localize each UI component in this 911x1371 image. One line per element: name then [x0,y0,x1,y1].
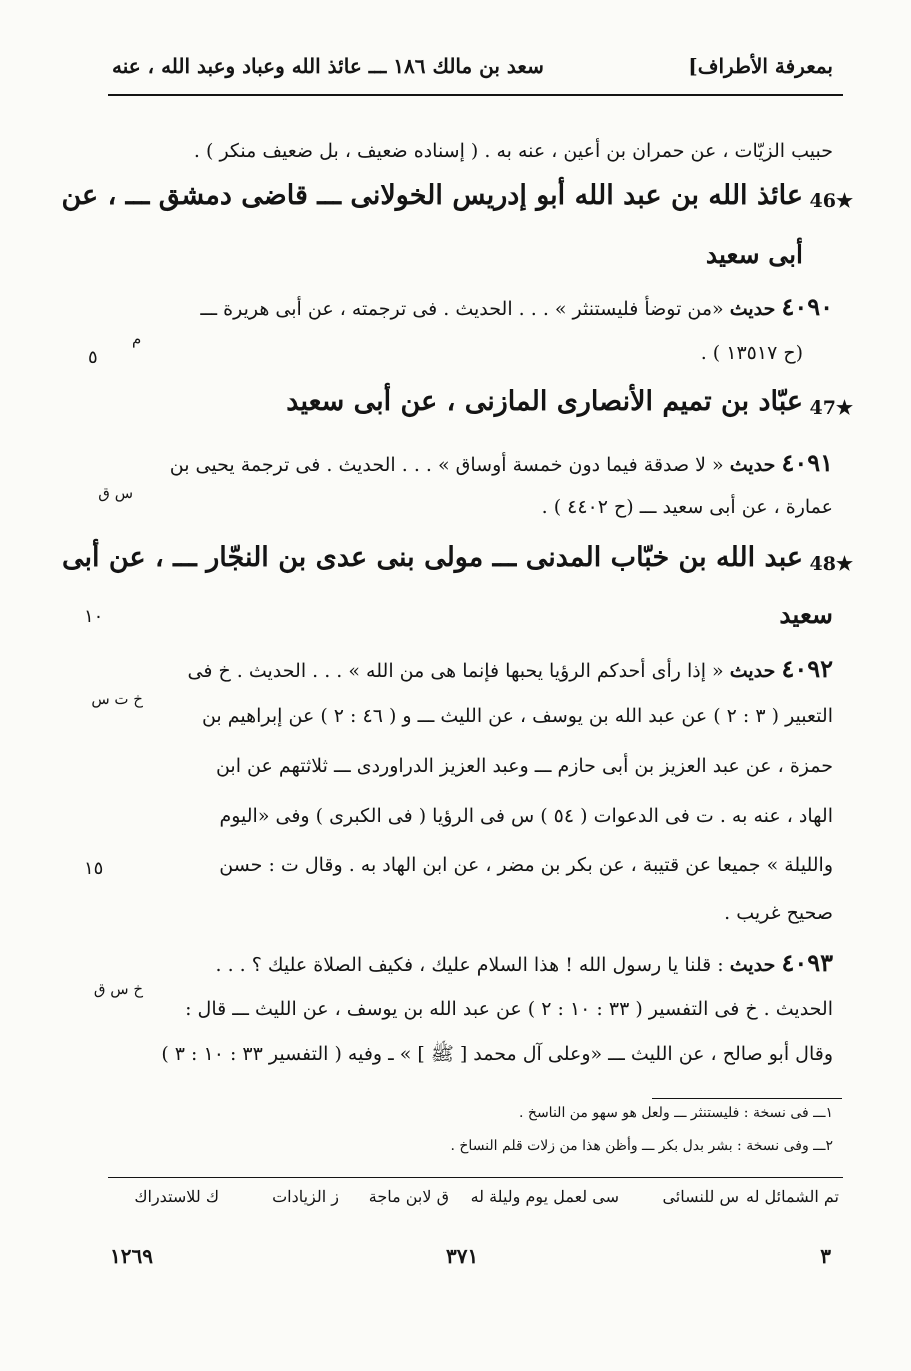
hadith-number: ٤٠٩٢ [781,654,833,683]
hadith-text: « إذا رأى أحدكم الرؤيا يحبها فإنما هى من الله » . . . الحديث . خ فى [187,660,724,682]
hadith-4092-line-1 [188,654,833,683]
legend-item-ziyadat: ز الزيادات [272,1187,339,1206]
hadith-label: حديث [729,298,776,320]
footnote-rule [652,1098,842,1099]
legend-item-ibn-majah: ق لابن ماجة [368,1187,449,1206]
hadith-4093-line-3: وقال أبو صالح ، عن الليث ـــ «وعلى آل محمد [ ﷺ ] » ـ وفيه ( التفسير ٣٣ : ١٠ : ٣ ) [161,1043,833,1065]
siglum-4090: م [132,330,142,348]
folio-page-number: ٣٧١ [446,1244,479,1268]
legend-item-amal: سى لعمل يوم وليلة له [470,1187,619,1206]
running-header-title: بمعرفة الأطراف] [688,54,833,78]
hadith-4090-line-2: (ح ١٣٥١٧ ) . [700,342,803,364]
hadith-4093-line-1 [215,948,833,977]
legend-rule [108,1177,843,1178]
hadith-4091-line-1 [170,448,833,477]
header-rule [108,94,843,96]
folio-sequence: ١٢٦٩ [110,1244,153,1268]
entry-heading-48-cont: سعيد [779,600,833,629]
hadith-text: « لا صدقة فيما دون خمسة أوساق » . . . الحديث . فى ترجمة يحيى بن [169,454,724,476]
hadith-label: حديث [729,454,776,476]
hadith-label: حديث [729,954,776,976]
entry-number-46: 46★ [809,190,853,212]
legend-item-shamail: تم الشمائل له [745,1187,839,1206]
footnote-2: ٢ـــ وفى نسخة : بشر بدل بكر ـــ وأظن هذا من زلات قلم النساخ . [450,1138,833,1154]
margin-line-number-10: ١٠ [84,606,104,627]
margin-line-number-5: ٥ [88,347,98,368]
hadith-text: «من توضأ فليستنثر » . . . الحديث . فى ترجمته ، عن أبى هريرة ـــ [200,298,724,320]
hadith-4092-line-3: حمزة ، عن عبد العزيز بن أبى حازم ـــ وعبد العزيز الدراوردى ـــ ثلاثتهم عن ابن [215,755,833,777]
hadith-label: حديث [729,660,776,682]
footnote-1: ١ـــ فى نسخة : فليستنثر ـــ ولعل هو سهو من الناسخ . [519,1105,833,1121]
hadith-text: : قلنا يا رسول الله ! هذا السلام عليك ، فكيف الصلاة عليك ؟ . . . [215,954,724,976]
legend-item-istidrak: ك للاستدراك [134,1187,219,1206]
hadith-4093-line-2: الحديث . خ فى التفسير ( ٣٣ : ١٠ : ٢ ) عن عبد الله بن يوسف ، عن الليث ـــ قال : [185,998,833,1020]
siglum-4093: خ س ق [93,980,143,998]
hadith-number: ٤٠٩٣ [781,948,833,977]
hadith-4092-line-2: التعبير ( ٣ : ٢ ) عن عبد الله بن يوسف ، عن الليث ـــ و ( ٤٦ : ٢ ) عن إبراهيم بن [201,705,833,727]
legend-item-nasai: س للنسائى [662,1187,739,1206]
entry-heading-46: عائذ الله بن عبد الله أبو إدريس الخولانى ـــ قاضى دمشق ـــ ، عن [61,180,803,211]
entry-heading-48: عبد الله بن خبّاب المدنى ـــ مولى بنى عدى بن النجّار ـــ ، عن أبى [62,542,803,573]
siglum-4091: س ق [98,484,133,502]
entry-number-48: 48★ [809,553,853,575]
margin-line-number-15: ١٥ [84,858,104,879]
hadith-4092-line-6: صحيح غريب . [724,902,833,924]
entry-heading-46-cont: أبى سعيد [705,240,803,269]
hadith-4091-line-2: عمارة ، عن أبى سعيد ـــ (ح ٤٤٠٢ ) . [541,496,833,518]
siglum-4092: خ ت س [91,690,143,708]
hadith-4092-line-5: والليلة » جميعا عن قتيبة ، عن بكر بن مضر ، عن ابن الهاد به . وقال ت : حسن [219,854,833,876]
hadith-4090-line-1 [200,292,833,321]
entry-heading-47: عبّاد بن تميم الأنصارى المازنى ، عن أبى سعيد [286,386,803,417]
text-line-1: حبيب الزيّات ، عن حمران بن أعين ، عنه به . ( إسناده ضعيف ، بل ضعيف منكر ) . [193,140,833,162]
hadith-number: ٤٠٩٠ [781,292,833,321]
hadith-number: ٤٠٩١ [781,448,833,477]
running-header-subject: سعد بن مالك ١٨٦ ـــ عائذ الله وعباد وعبد الله ، عنه [112,54,544,78]
folio-volume: ٣ [820,1244,831,1268]
hadith-4092-line-4: الهاد ، عنه به . ت فى الدعوات ( ٥٤ ) س فى الرؤيا ( فى الكبرى ) وفى «اليوم [219,805,833,827]
entry-number-47: 47★ [809,397,853,419]
